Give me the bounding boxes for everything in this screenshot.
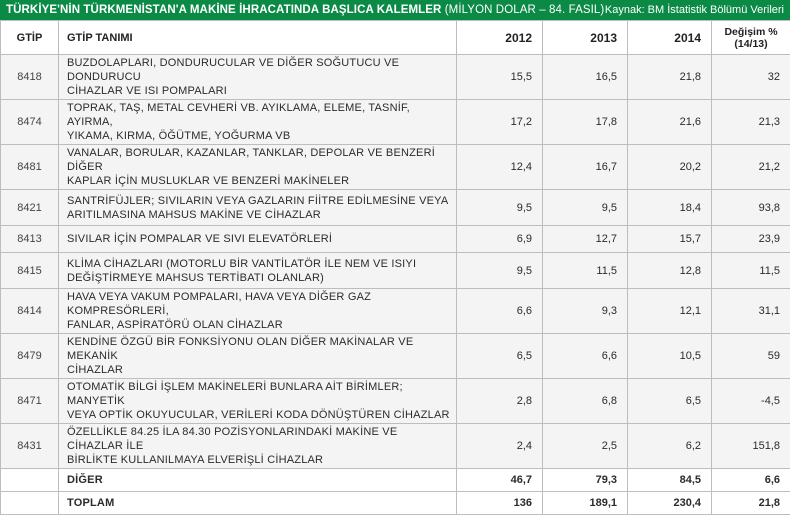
row-2014: 12,8 bbox=[628, 253, 712, 289]
row-2012: 15,5 bbox=[457, 55, 543, 100]
row-desc-line1: VANALAR, BORULAR, KAZANLAR, TANKLAR, DEPOLAR VE BENZERİ DİĞER bbox=[67, 147, 435, 173]
table-row bbox=[1, 253, 790, 289]
row-2014: 10,5 bbox=[628, 334, 712, 379]
row-2012: 9,5 bbox=[457, 253, 543, 289]
row-change: -4,5 bbox=[712, 379, 790, 424]
row-2012: 17,2 bbox=[457, 100, 543, 145]
row-change: 151,8 bbox=[712, 424, 790, 469]
header-change-line2: (14/13) bbox=[734, 38, 767, 50]
row-code: 8431 bbox=[1, 424, 59, 469]
row-change: 21,3 bbox=[712, 100, 790, 145]
row-desc-line2: BİRLİKTE KULLANILMAYA ELVERİŞLİ CİHAZLAR bbox=[67, 454, 323, 466]
row-2014: 6,2 bbox=[628, 424, 712, 469]
other-2014: 84,5 bbox=[628, 469, 712, 492]
row-code: 8415 bbox=[1, 253, 59, 289]
row-description bbox=[59, 289, 457, 334]
table-banner bbox=[0, 0, 790, 20]
other-2013: 79,3 bbox=[543, 469, 628, 492]
row-desc-line1: SIVILAR İÇİN POMPALAR VE SIVI ELEVATÖRLERİ bbox=[67, 233, 332, 245]
other-change: 6,6 bbox=[712, 469, 790, 492]
header-2012: 2012 bbox=[457, 21, 543, 55]
row-description bbox=[59, 253, 457, 289]
title-subtitle: (MİLYON DOLAR – 84. FASIL) bbox=[445, 4, 605, 16]
source-note: Kaynak: BM İstatistik Bölümü Verileri bbox=[605, 4, 784, 16]
row-description bbox=[59, 226, 457, 253]
table-row bbox=[1, 334, 790, 379]
row-2013: 9,5 bbox=[543, 190, 628, 226]
row-code: 8421 bbox=[1, 190, 59, 226]
row-2014: 15,7 bbox=[628, 226, 712, 253]
row-change: 11,5 bbox=[712, 253, 790, 289]
row-change: 59 bbox=[712, 334, 790, 379]
row-2014: 6,5 bbox=[628, 379, 712, 424]
row-change: 32 bbox=[712, 55, 790, 100]
table-row bbox=[1, 226, 790, 253]
row-desc-line1: ÖZELLİKLE 84.25 İLA 84.30 POZİSYONLARINDAKİ MAKİNE VE CİHAZLAR İLE bbox=[67, 426, 397, 452]
row-change: 21,2 bbox=[712, 145, 790, 190]
row-desc-line1: BUZDOLAPLARI, DONDURUCULAR VE DİĞER SOĞUTUCU VE DONDURUCU bbox=[67, 57, 399, 83]
table-title bbox=[6, 4, 604, 16]
row-2013: 6,8 bbox=[543, 379, 628, 424]
total-code bbox=[1, 492, 59, 515]
row-2014: 18,4 bbox=[628, 190, 712, 226]
row-2013: 6,6 bbox=[543, 334, 628, 379]
table-row bbox=[1, 424, 790, 469]
row-code: 8413 bbox=[1, 226, 59, 253]
header-change bbox=[712, 21, 790, 55]
row-2013: 2,5 bbox=[543, 424, 628, 469]
row-2012: 6,9 bbox=[457, 226, 543, 253]
total-change: 21,8 bbox=[712, 492, 790, 515]
total-2012: 136 bbox=[457, 492, 543, 515]
table-row bbox=[1, 289, 790, 334]
total-2013: 189,1 bbox=[543, 492, 628, 515]
row-change: 23,9 bbox=[712, 226, 790, 253]
row-description bbox=[59, 145, 457, 190]
row-2012: 6,6 bbox=[457, 289, 543, 334]
other-label: DİĞER bbox=[59, 469, 457, 492]
row-desc-line1: SANTRİFÜJLER; SIVILARIN VEYA GAZLARIN FİİTRE EDİLMESİNE VEYA bbox=[67, 195, 448, 207]
row-desc-line1: HAVA VEYA VAKUM POMPALARI, HAVA VEYA DİĞER GAZ KOMPRESÖRLERİ, bbox=[67, 291, 371, 317]
total-2014: 230,4 bbox=[628, 492, 712, 515]
table-row bbox=[1, 55, 790, 100]
row-2014: 21,6 bbox=[628, 100, 712, 145]
header-change-line1: Değişim % bbox=[724, 26, 777, 38]
row-desc-line2: CİHAZLAR bbox=[67, 364, 123, 376]
row-2013: 9,3 bbox=[543, 289, 628, 334]
header-row bbox=[1, 21, 790, 55]
row-code: 8481 bbox=[1, 145, 59, 190]
row-desc-line2: FANLAR, ASPİRATÖRÜ OLAN CİHAZLAR bbox=[67, 319, 283, 331]
row-2012: 12,4 bbox=[457, 145, 543, 190]
row-desc-line2: CİHAZLAR VE ISI POMPALARI bbox=[67, 85, 227, 97]
row-2014: 20,2 bbox=[628, 145, 712, 190]
row-description bbox=[59, 100, 457, 145]
table-row bbox=[1, 100, 790, 145]
row-2013: 11,5 bbox=[543, 253, 628, 289]
row-code: 8471 bbox=[1, 379, 59, 424]
row-desc-line1: OTOMATİK BİLGİ İŞLEM MAKİNELERİ BUNLARA AİT BİRİMLER; MANYETİK bbox=[67, 381, 403, 407]
row-code: 8418 bbox=[1, 55, 59, 100]
row-description bbox=[59, 424, 457, 469]
other-row bbox=[1, 469, 790, 492]
row-2013: 12,7 bbox=[543, 226, 628, 253]
row-change: 31,1 bbox=[712, 289, 790, 334]
row-2013: 17,8 bbox=[543, 100, 628, 145]
row-desc-line2: YIKAMA, KIRMA, ÖĞÜTME, YOĞURMA VB bbox=[67, 130, 290, 142]
row-code: 8414 bbox=[1, 289, 59, 334]
row-description bbox=[59, 55, 457, 100]
row-2012: 6,5 bbox=[457, 334, 543, 379]
table-row bbox=[1, 190, 790, 226]
row-2014: 21,8 bbox=[628, 55, 712, 100]
row-desc-line2: VEYA OPTİK OKUYUCULAR, VERİLERİ KODA DÖNÜŞTÜREN CİHAZLAR bbox=[67, 409, 450, 421]
other-2012: 46,7 bbox=[457, 469, 543, 492]
table-row bbox=[1, 145, 790, 190]
header-2014: 2014 bbox=[628, 21, 712, 55]
row-description bbox=[59, 190, 457, 226]
other-code bbox=[1, 469, 59, 492]
row-desc-line1: KLİMA CİHAZLARI (MOTORLU BİR VANTİLATÖR İLE NEM VE ISIYI bbox=[67, 258, 416, 270]
header-gtip: GTİP bbox=[1, 21, 59, 55]
row-description bbox=[59, 379, 457, 424]
export-table bbox=[0, 20, 790, 515]
row-2012: 2,8 bbox=[457, 379, 543, 424]
row-2013: 16,7 bbox=[543, 145, 628, 190]
row-desc-line2: DEĞİŞTİRMEYE MAHSUS TERTİBATI OLANLAR) bbox=[67, 272, 324, 284]
row-description bbox=[59, 334, 457, 379]
row-2012: 9,5 bbox=[457, 190, 543, 226]
row-2012: 2,4 bbox=[457, 424, 543, 469]
table-row bbox=[1, 379, 790, 424]
header-2013: 2013 bbox=[543, 21, 628, 55]
row-change: 93,8 bbox=[712, 190, 790, 226]
row-2014: 12,1 bbox=[628, 289, 712, 334]
row-desc-line2: KAPLAR İÇİN MUSLUKLAR VE BENZERİ MAKİNELER bbox=[67, 175, 349, 187]
row-desc-line1: TOPRAK, TAŞ, METAL CEVHERİ VB. AYIKLAMA, ELEME, TASNİF, AYIRMA, bbox=[67, 102, 410, 128]
row-2013: 16,5 bbox=[543, 55, 628, 100]
header-description: GTİP TANIMI bbox=[59, 21, 457, 55]
row-code: 8474 bbox=[1, 100, 59, 145]
title-main: TÜRKİYE'NİN TÜRKMENİSTAN'A MAKİNE İHRACATINDA BAŞLICA KALEMLER bbox=[6, 4, 441, 16]
row-code: 8479 bbox=[1, 334, 59, 379]
total-label: TOPLAM bbox=[59, 492, 457, 515]
row-desc-line1: KENDİNE ÖZGÜ BİR FONKSİYONU OLAN DİĞER MAKİNALAR VE MEKANİK bbox=[67, 336, 413, 362]
row-desc-line2: ARITILMASINA MAHSUS MAKİNE VE CİHAZLAR bbox=[67, 209, 321, 221]
total-row bbox=[1, 492, 790, 515]
